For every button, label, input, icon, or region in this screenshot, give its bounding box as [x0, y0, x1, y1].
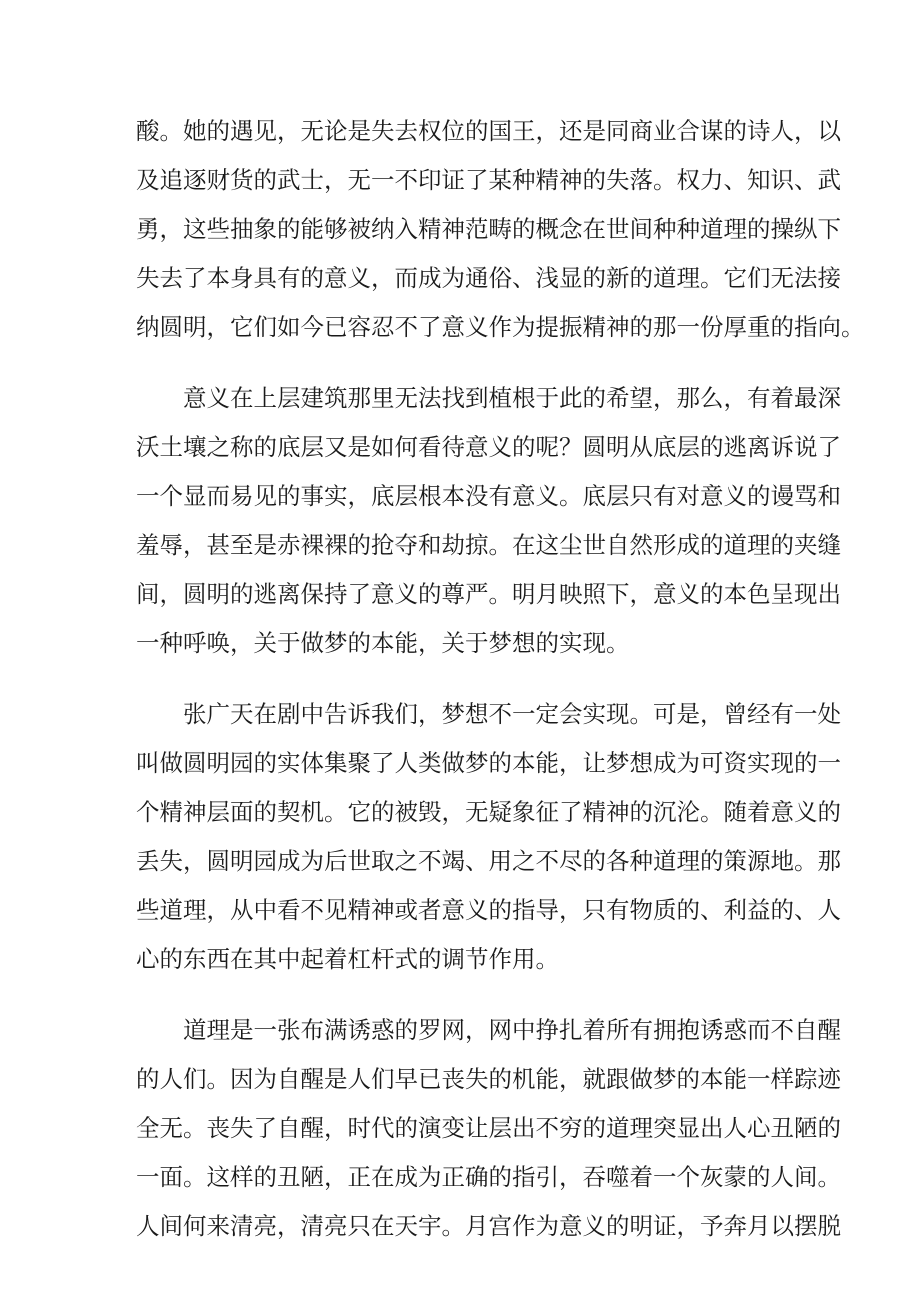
text-line: 些道理，从中看不见精神或者意义的指导，只有物质的、利益的、人: [136, 896, 841, 924]
text-line: 心的东西在其中起着杠杆式的调节作用。: [136, 945, 559, 973]
text-line: 纳圆明，它们如今已容忍不了意义作为提振精神的那一份厚重的指向。: [136, 313, 865, 341]
text-line: 的人们。因为自醒是人们早已丧失的机能，就跟做梦的本能一样踪迹: [136, 1065, 841, 1093]
text-line: 张广天在剧中告诉我们，梦想不一定会实现。可是，曾经有一处: [183, 700, 841, 728]
text-line: 意义在上层建筑那里无法找到植根于此的希望，那么，有着最深: [183, 384, 841, 412]
paragraph: [136, 107, 865, 352]
text-line: 一种呼唤，关于做梦的本能，关于梦想的实现。: [136, 629, 630, 657]
paragraph: [136, 1006, 841, 1251]
text-line: 一面。这样的丑陋，正在成为正确的指引，吞噬着一个灰蒙的人间。: [136, 1163, 841, 1191]
text-line: 丢失，圆明园成为后世取之不竭、用之不尽的各种道理的策源地。那: [136, 847, 841, 875]
text-line: 间，圆明的逃离保持了意义的尊严。明月映照下，意义的本色呈现出: [136, 580, 841, 608]
text-line: 一个显而易见的事实，底层根本没有意义。底层只有对意义的谩骂和: [136, 482, 841, 510]
text-line: 道理是一张布满诱惑的罗网，网中挣扎着所有拥抱诱惑而不自醒: [183, 1016, 841, 1044]
text-line: 全无。丧失了自醒，时代的演变让层出不穷的道理突显出人心丑陋的: [136, 1114, 841, 1142]
paragraph: [136, 690, 841, 984]
text-line: 人间何来清亮，清亮只在天宇。月宫作为意义的明证，予奔月以摆脱: [136, 1212, 841, 1240]
text-line: 勇，这些抽象的能够被纳入精神范畴的概念在世间种种道理的操纵下: [136, 215, 841, 243]
text-line: 失去了本身具有的意义，而成为通俗、浅显的新的道理。它们无法接: [136, 264, 841, 292]
text-line: 沃土壤之称的底层又是如何看待意义的呢？圆明从底层的逃离诉说了: [136, 433, 841, 461]
text-line: 羞辱，甚至是赤裸裸的抢夺和劫掠。在这尘世自然形成的道理的夹缝: [136, 531, 841, 559]
text-line: 及追逐财货的武士，无一不印证了某种精神的失落。权力、知识、武: [136, 166, 841, 194]
body-text: [136, 107, 865, 1251]
text-line: 酸。她的遇见，无论是失去权位的国王，还是同商业合谋的诗人，以: [136, 117, 841, 145]
text-line: 叫做圆明园的实体集聚了人类做梦的本能，让梦想成为可资实现的一: [136, 749, 841, 777]
paragraph: [136, 374, 841, 668]
text-line: 个精神层面的契机。它的被毁，无疑象征了精神的沉沦。随着意义的: [136, 798, 841, 826]
